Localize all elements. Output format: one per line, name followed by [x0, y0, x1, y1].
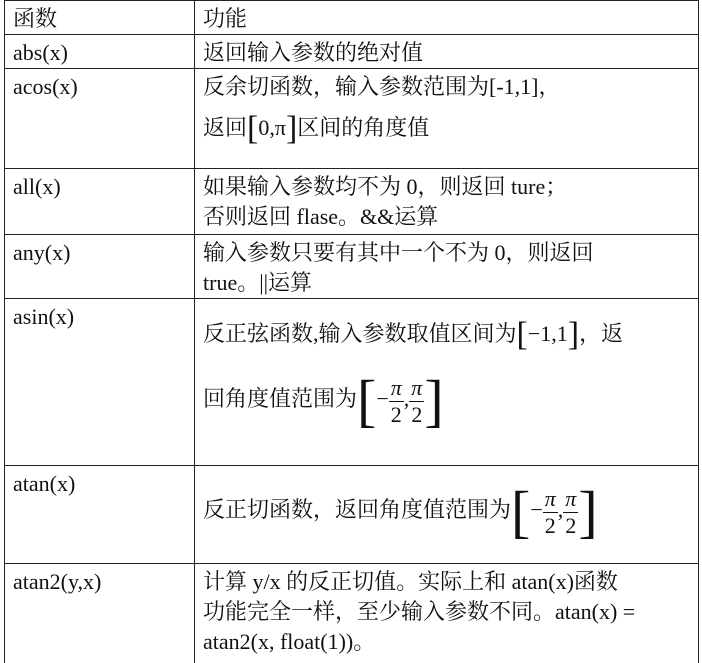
fraction [563, 486, 578, 539]
desc-text: 回角度值范围为 [203, 386, 358, 412]
desc-text: 返回 [203, 115, 248, 140]
table-header-row [5, 1, 699, 35]
function-desc: 返回输入参数的绝对值 [195, 35, 699, 69]
math-interval: [0,π] [247, 110, 298, 147]
desc-line: 功能完全一样，至少输入参数不同。atan(x) = [203, 599, 636, 624]
desc-line [203, 112, 690, 146]
function-desc [195, 299, 699, 466]
table-row [5, 169, 699, 235]
function-name: atan(x) [5, 466, 195, 564]
desc-line: 如果输入参数均不为 0，则返回 ture； [203, 174, 568, 199]
comma: , [403, 386, 410, 412]
minus-sign: − [530, 497, 543, 523]
fraction [409, 375, 424, 428]
desc-text: 反正弦函数,输入参数取值区间为 [203, 321, 517, 346]
table-row [5, 564, 699, 663]
desc-line: true。||运算 [203, 270, 313, 295]
header-name: 函数 [5, 1, 195, 35]
table-row [5, 69, 699, 169]
desc-line [203, 479, 690, 544]
fraction-numerator: π [390, 374, 402, 400]
function-desc [195, 69, 699, 169]
function-name: all(x) [5, 169, 195, 235]
math-range: [− $\frac{\pi}{2}$ , $\frac{\pi}{2}$ ] [511, 479, 598, 544]
desc-line [203, 368, 690, 433]
desc-text: 反正切函数，返回角度值范围为 [203, 497, 512, 523]
function-desc [195, 466, 699, 564]
desc-line [203, 318, 690, 352]
interval-text: −1,1 [527, 321, 568, 346]
function-desc [195, 564, 699, 663]
table-row [5, 466, 699, 564]
comma: , [557, 497, 564, 523]
function-name: acos(x) [5, 69, 195, 169]
desc-line: 计算 y/x 的反正切值。实际上和 atan(x)函数 [203, 569, 618, 594]
minus-sign: − [376, 386, 389, 412]
fraction-numerator: π [411, 374, 423, 400]
fraction [543, 486, 558, 539]
fraction-numerator: π [565, 485, 577, 511]
desc-line: 反余切函数，输入参数范围为[-1,1]， [203, 74, 561, 99]
fraction-numerator: π [544, 485, 556, 511]
desc-line: atan2(x, float(1))。 [203, 629, 376, 654]
fraction-denominator: 2 [565, 512, 577, 538]
fraction [389, 375, 404, 428]
function-desc [195, 169, 699, 235]
desc-line: 否则返回 flase。&&运算 [203, 204, 439, 229]
table-row [5, 35, 699, 69]
table-row [5, 235, 699, 299]
desc-text: ，返 [579, 321, 624, 346]
function-name: abs(x) [5, 35, 195, 69]
fraction-denominator: 2 [411, 401, 423, 427]
fraction-denominator: 2 [544, 512, 556, 538]
interval-text: 0,π [258, 115, 286, 140]
header-desc: 功能 [195, 1, 699, 35]
function-table [4, 0, 699, 663]
math-interval: [−1,1] [516, 316, 580, 353]
table-row [5, 299, 699, 466]
fraction-denominator: 2 [390, 401, 402, 427]
desc-text: 区间的角度值 [297, 115, 430, 140]
function-name: any(x) [5, 235, 195, 299]
function-desc [195, 235, 699, 299]
function-name: atan2(y,x) [5, 564, 195, 663]
math-range: [− $\frac{\pi}{2}$ , $\frac{\pi}{2}$ ] [357, 368, 444, 433]
function-name: asin(x) [5, 299, 195, 466]
desc-line: 输入参数只要有其中一个不为 0，则返回 [203, 240, 594, 265]
